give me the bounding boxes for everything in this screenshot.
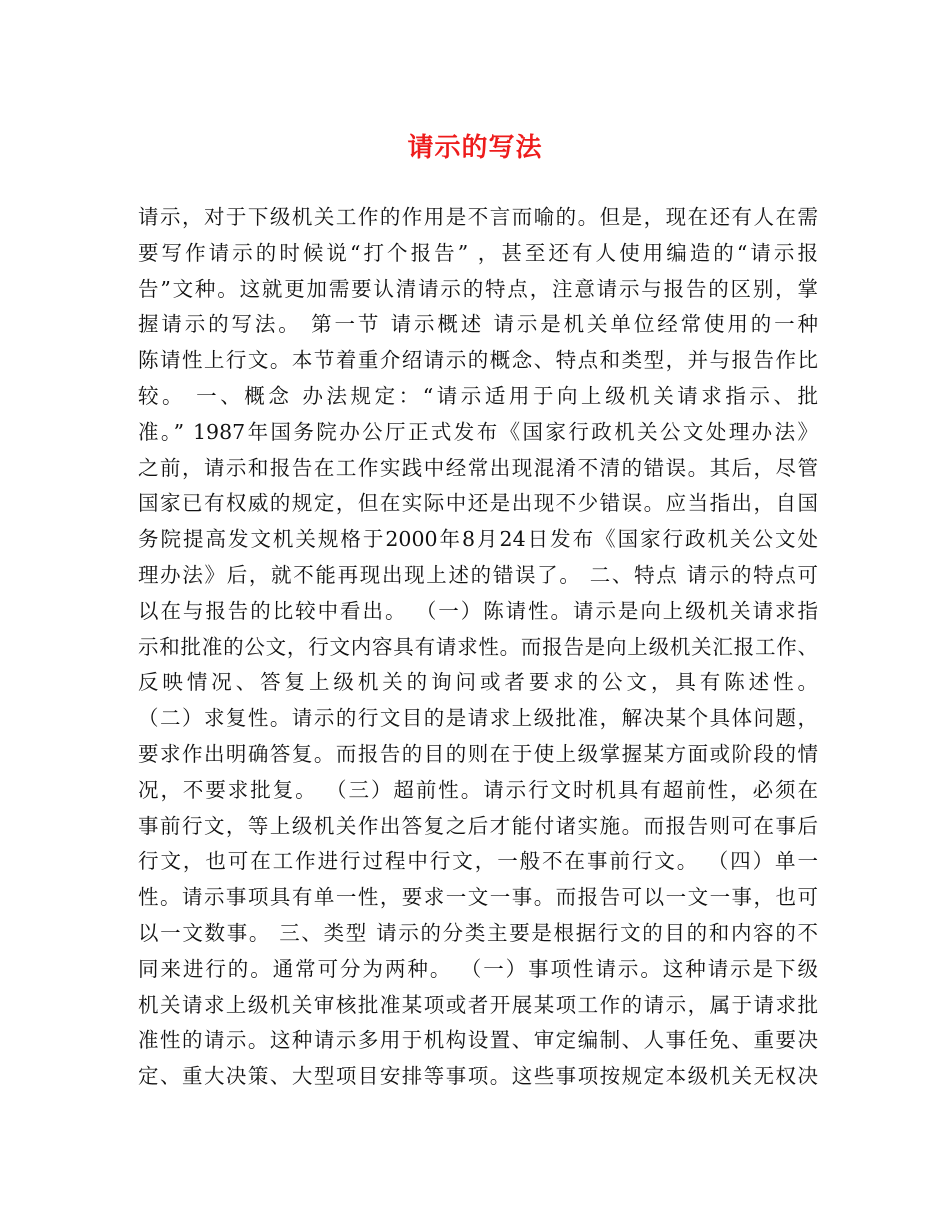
body-line: （二）求复性。请示的行文目的是请求上级批准，解决某个具体问题， [138,706,818,731]
body-line: 反映情况、答复上级机关的询问或者要求的公文，具有陈述性。 [138,670,818,695]
body-line: 握请示的写法。 第一节 请示概述 请示是机关单位经常使用的一种 [138,312,818,337]
body-line: 机关请求上级机关审核批准某项或者开展某项工作的请示，属于请求批 [138,992,818,1017]
body-line: 陈请性上行文。本节着重介绍请示的概念、特点和类型，并与报告作比 [138,348,818,373]
document-title: 请示的写法 [407,133,543,163]
body-line: 理办法》后，就不能再现出现上述的错误了。 二、特点 请示的特点可 [138,562,818,587]
body-line: 国家已有权威的规定，但在实际中还是出现不少错误。应当指出，自国 [138,491,818,516]
body-line: 务院提高发文机关规格于2000年8月24日发布《国家行政机关公文处 [138,527,818,552]
body-line: 以在与报告的比较中看出。 （一）陈请性。请示是向上级机关请求指 [138,598,818,623]
body-line: 事前行文，等上级机关作出答复之后才能付诸实施。而报告则可在事后 [138,813,818,838]
body-line: 较。 一、概念 办法规定：“请示适用于向上级机关请求指示、批 [138,383,818,408]
body-line: 准性的请示。这种请示多用于机构设置、审定编制、人事任免、重要决 [138,1028,818,1053]
body-line: 同来进行的。通常可分为两种。 （一）事项性请示。这种请示是下级 [138,956,818,981]
document-body [138,200,818,1095]
body-line: 况，不要求批复。 （三）超前性。请示行文时机具有超前性，必须在 [138,777,818,802]
body-line: 要写作请示的时候说“打个报告” ，甚至还有人使用编造的“请示报 [138,240,818,265]
body-line: 以一文数事。 三、类型 请示的分类主要是根据行文的目的和内容的不 [138,920,818,945]
body-line: 定、重大决策、大型项目安排等事项。这些事项按规定本级机关无权决 [138,1064,818,1089]
body-line: 示和批准的公文，行文内容具有请求性。而报告是向上级机关汇报工作、 [138,634,818,659]
body-line: 准。” 1987年国务院办公厅正式发布《国家行政机关公文处理办法》 [138,419,818,444]
body-line: 性。请示事项具有单一性，要求一文一事。而报告可以一文一事，也可 [138,885,818,910]
body-line: 之前，请示和报告在工作实践中经常出现混淆不清的错误。其后，尽管 [138,455,818,480]
body-line: 行文，也可在工作进行过程中行文，一般不在事前行文。 （四）单一 [138,849,818,874]
body-line: 请示，对于下级机关工作的作用是不言而喻的。但是，现在还有人在需 [138,205,818,229]
body-line: 告”文种。这就更加需要认清请示的特点，注意请示与报告的区别，掌 [138,276,818,301]
body-line: 要求作出明确答复。而报告的目的则在于使上级掌握某方面或阶段的情 [138,741,818,766]
